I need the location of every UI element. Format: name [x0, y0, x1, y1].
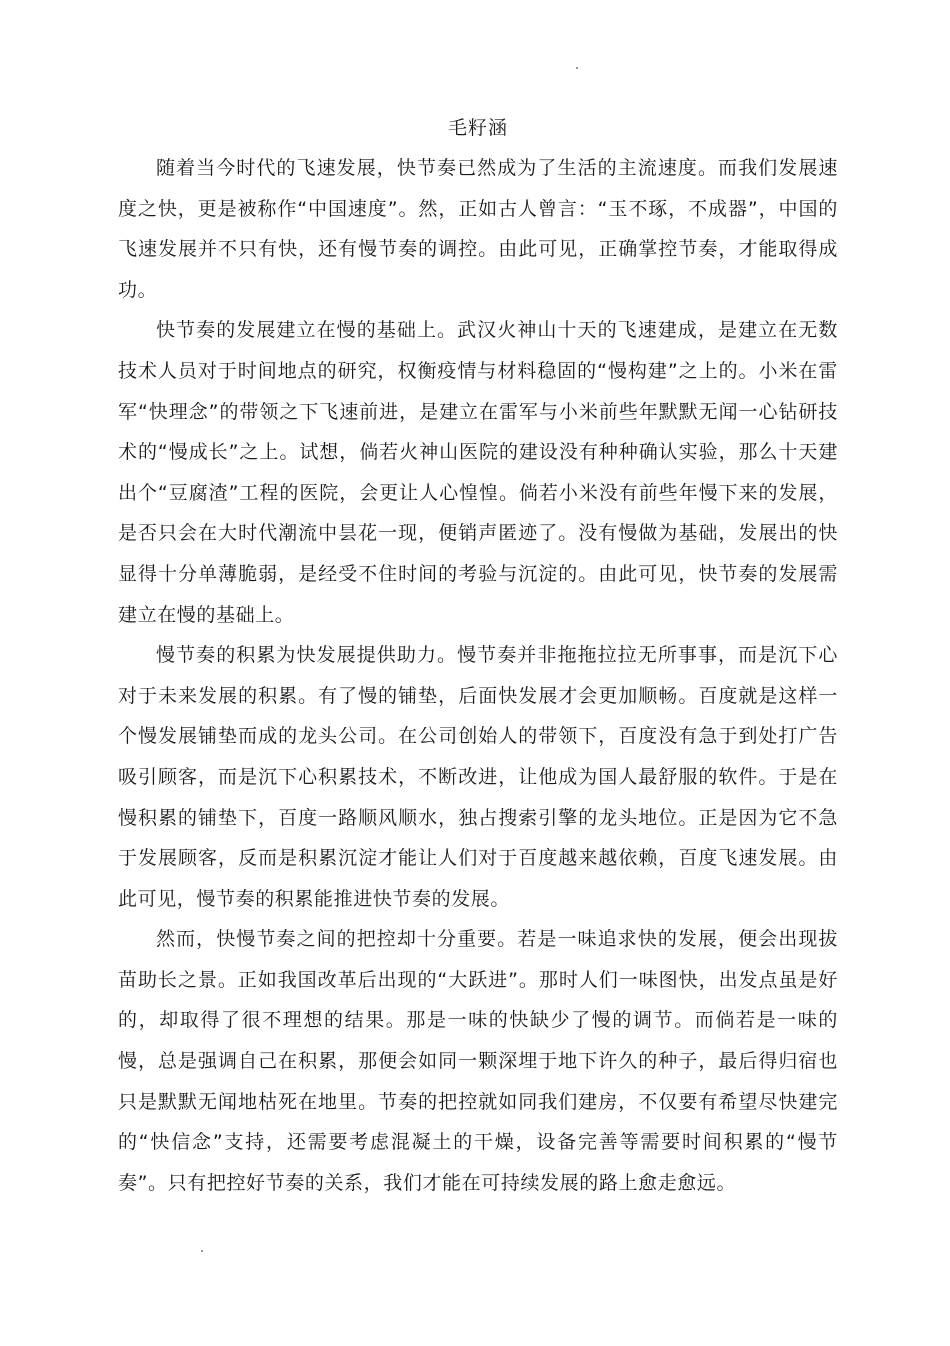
scan-speck-bottom [201, 1250, 203, 1252]
paragraph-intro: 随着当今时代的飞速发展，快节奏已然成为了生活的主流速度。而我们发展速度之快，更是被称作“中国速度”。然，正如古人曾言：“玉不琢，不成器”，中国的飞速发展并不只有快，还有慢节奏的调控。由此可见，正确掌控节奏，才能取得成功。 [118, 157, 838, 301]
essay-page [118, 108, 838, 1203]
paragraph-balance: 然而，快慢节奏之间的把控却十分重要。若是一味追求快的发展，便会出现拔苗助长之景。正如我国改革后出现的“大跃进”。那时人们一味图快，出发点虽是好的，却取得了很不理想的结果。那是一味的快缺少了慢的调节。而倘若是一味的慢，总是强调自己在积累，那便会如同一颗深埋于地下许久的种子，最后得归宿也只是默默无闻地枯死在地里。节奏的把控就如同我们建房，不仅要有希望尽快建完的“快信念”支持，还需要考虑混凝土的干燥，设备完善等需要时间积累的“慢节奏”。只有把控好节奏的关系，我们才能在可持续发展的路上愈走愈远。 [118, 928, 838, 1194]
author-name: 毛籽涵 [447, 117, 508, 139]
scan-speck-top [576, 67, 578, 69]
paragraph-slow-accumulation: 慢节奏的积累为快发展提供助力。慢节奏并非拖拖拉拉无所事事，而是沉下心对于未来发展的积累。有了慢的铺垫，后面快发展才会更加顺畅。百度就是这样一个慢发展铺垫而成的龙头公司。在公司创始人的带领下，百度没有急于到处打广告吸引顾客，而是沉下心积累技术，不断改进，让他成为国人最舒服的软件。于是在慢积累的铺垫下，百度一路顺风顺水，独占搜索引擎的龙头地位。正是因为它不急于发展顾客，反而是积累沉淀才能让人们对于百度越来越依赖，百度飞速发展。由此可见，慢节奏的积累能推进快节奏的发展。 [118, 644, 838, 910]
paragraph-fast-built-on-slow: 快节奏的发展建立在慢的基础上。武汉火神山十天的飞速建成，是建立在无数技术人员对于时间地点的研究，权衡疫情与材料稳固的“慢构建”之上的。小米在雷军“快理念”的带领之下飞速前进，是建立在雷军与小米前些年默默无闻一心钻研技术的“慢成长”之上。试想，倘若火神山医院的建设没有种种确认实验，那么十天建出个“豆腐渣”工程的医院，会更让人心惶惶。倘若小米没有前些年慢下来的发展，是否只会在大时代潮流中昙花一现，便销声匿迹了。没有慢做为基础，发展出的快显得十分单薄脆弱，是经受不住时间的考验与沉淀的。由此可见，快节奏的发展需建立在慢的基础上。 [118, 319, 838, 626]
